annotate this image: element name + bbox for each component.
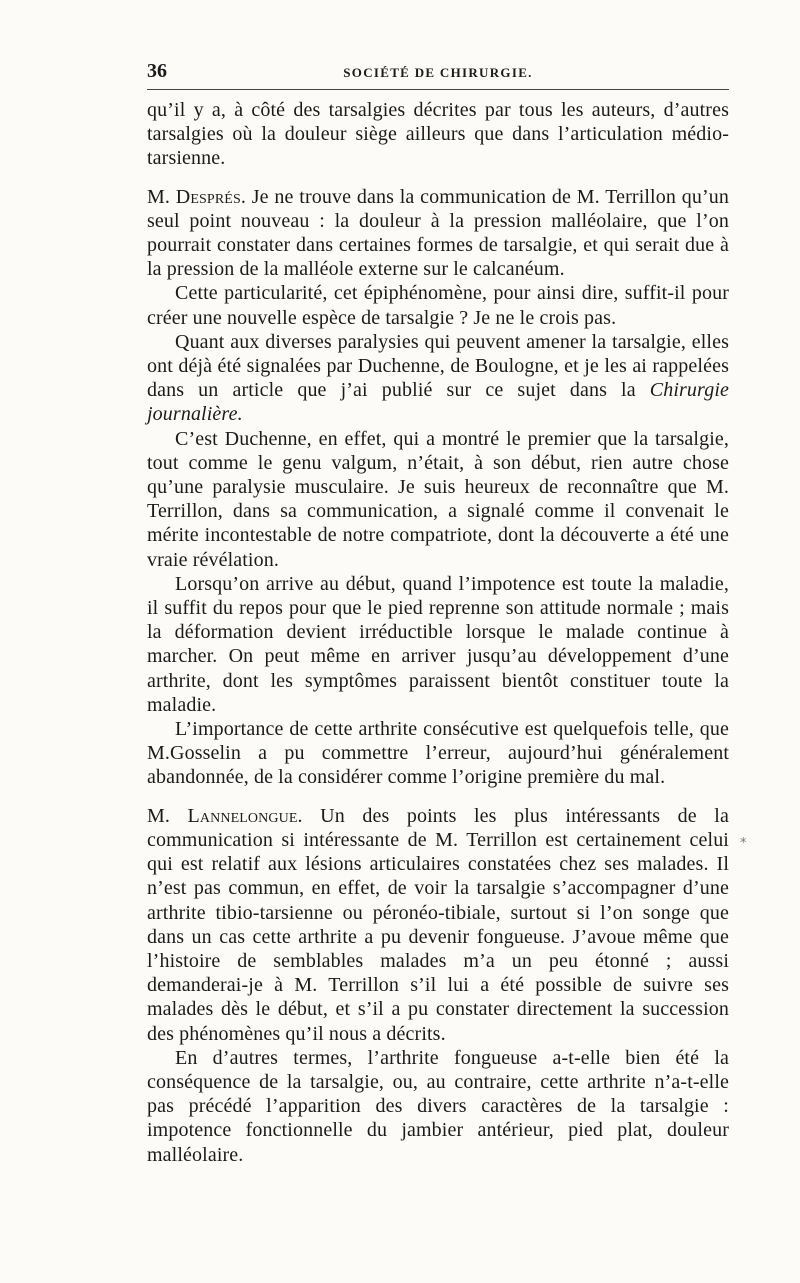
paragraph-text: En d’autres termes, l’arthrite fongueuse a-t-elle bien été la conséquence de la tarsalgie, ou, au contraire, cette arthrite n’a-t-elle pas précédé l’apparition des divers caractères de la tarsalgie : impotence fonctionnelle du jambier antérieur, pied plat, douleur malléolaire. xyxy=(147,1046,729,1166)
paragraph-text: Quant aux diverses paralysies qui peuvent amener la tarsalgie, elles ont déjà été signalées par Duchenne, de Boulogne, et je les ai rappelées dans un article que j’ai publié sur ce sujet dans la xyxy=(147,330,729,402)
running-head: SOCIÉTÉ DE CHIRURGIE. xyxy=(343,65,533,80)
paragraph-text: Un des points les plus intéressants de la communication si intéressante de M. Terrillon est certainement celui qui est relatif aux lésions articulaires constatées chez ses malades. Il n’est pas commun, en effet, de voir la tarsalgie s’accompagner d’une arthrite tibio-tarsienne ou péronéo-tibiale, surtout si l’on songe que dans un cas cette arthrite a pu devenir fongueuse. J’avoue même que l’histoire de semblables malades m’a un peu étonné ; aussi demanderai-je à M. Terrillon s’il lui a été possible de suivre ses malades dès le début, et s’il a pu constater directement la succession des phénomènes qu’il nous a décrits. xyxy=(147,804,729,1045)
paragraph xyxy=(147,427,729,572)
paragraph xyxy=(147,572,729,717)
paragraph xyxy=(147,1046,729,1167)
paragraph xyxy=(147,717,729,790)
page-header xyxy=(147,56,729,86)
paragraph-despres xyxy=(147,185,729,282)
paragraph-text: L’importance de cette arthrite consécutive est quelquefois telle, que M.Gosselin a pu commettre l’erreur, aujourd’hui généralement abandonnée, de la considérer comme l’origine première du mal. xyxy=(147,718,729,789)
paragraph-continuation xyxy=(147,98,729,171)
speaker-name: M. Lannelongue. xyxy=(147,804,303,827)
paragraph-text: Cette particularité, cet épiphénomène, pour ainsi dire, suffit-il pour créer une nouvelle espèce de tarsalgie ? Je ne le crois pas. xyxy=(147,282,729,329)
paragraph-text: qu’il y a, à côté des tarsalgies décrites par tous les auteurs, d’autres tarsalgies où la douleur siège ailleurs que dans l’articulation médio-tarsienne. xyxy=(147,99,729,170)
italic-title: Chirurgie journalière. xyxy=(147,379,729,426)
page-number: 36 xyxy=(147,60,167,82)
header-rule xyxy=(147,89,729,90)
paragraph-text: C’est Duchenne, en effet, qui a montré le premier que la tarsalgie, tout comme le genu valgum, n’était, à son début, rien autre chose qu’une paralysie musculaire. Je suis heureux de reconnaître que M. Terrillon, dans sa communication, a signalé comme il convenait le mérite incontestable de notre compatriote, dont la découverte a été une vraie révélation. xyxy=(147,427,729,571)
paragraph-text: Lorsqu’on arrive au début, quand l’impotence est toute la maladie, il suffit du repos pour que le pied reprenne son attitude normale ; mais la déformation devient irréductible lorsque le malade continue à marcher. On peut même en arriver jusqu’au développement d’une arthrite, dont les symptômes paraissent bientôt constituer toute la maladie. xyxy=(147,572,729,716)
paragraph xyxy=(147,281,729,329)
margin-mark: * xyxy=(740,836,747,851)
speaker-name: M. Després. xyxy=(147,185,246,208)
body-text xyxy=(147,98,729,1167)
paragraph xyxy=(147,330,729,427)
paragraph-lannelongue xyxy=(147,804,729,1046)
paragraph-text: Je ne trouve dans la communication de M. Terrillon qu’un seul point nouveau : la douleur à la pression malléolaire, que l’on pourrait constater dans certaines formes de tarsalgie, et qui serait due à la pression de la malléole externe sur le calcanéum. xyxy=(147,185,729,281)
